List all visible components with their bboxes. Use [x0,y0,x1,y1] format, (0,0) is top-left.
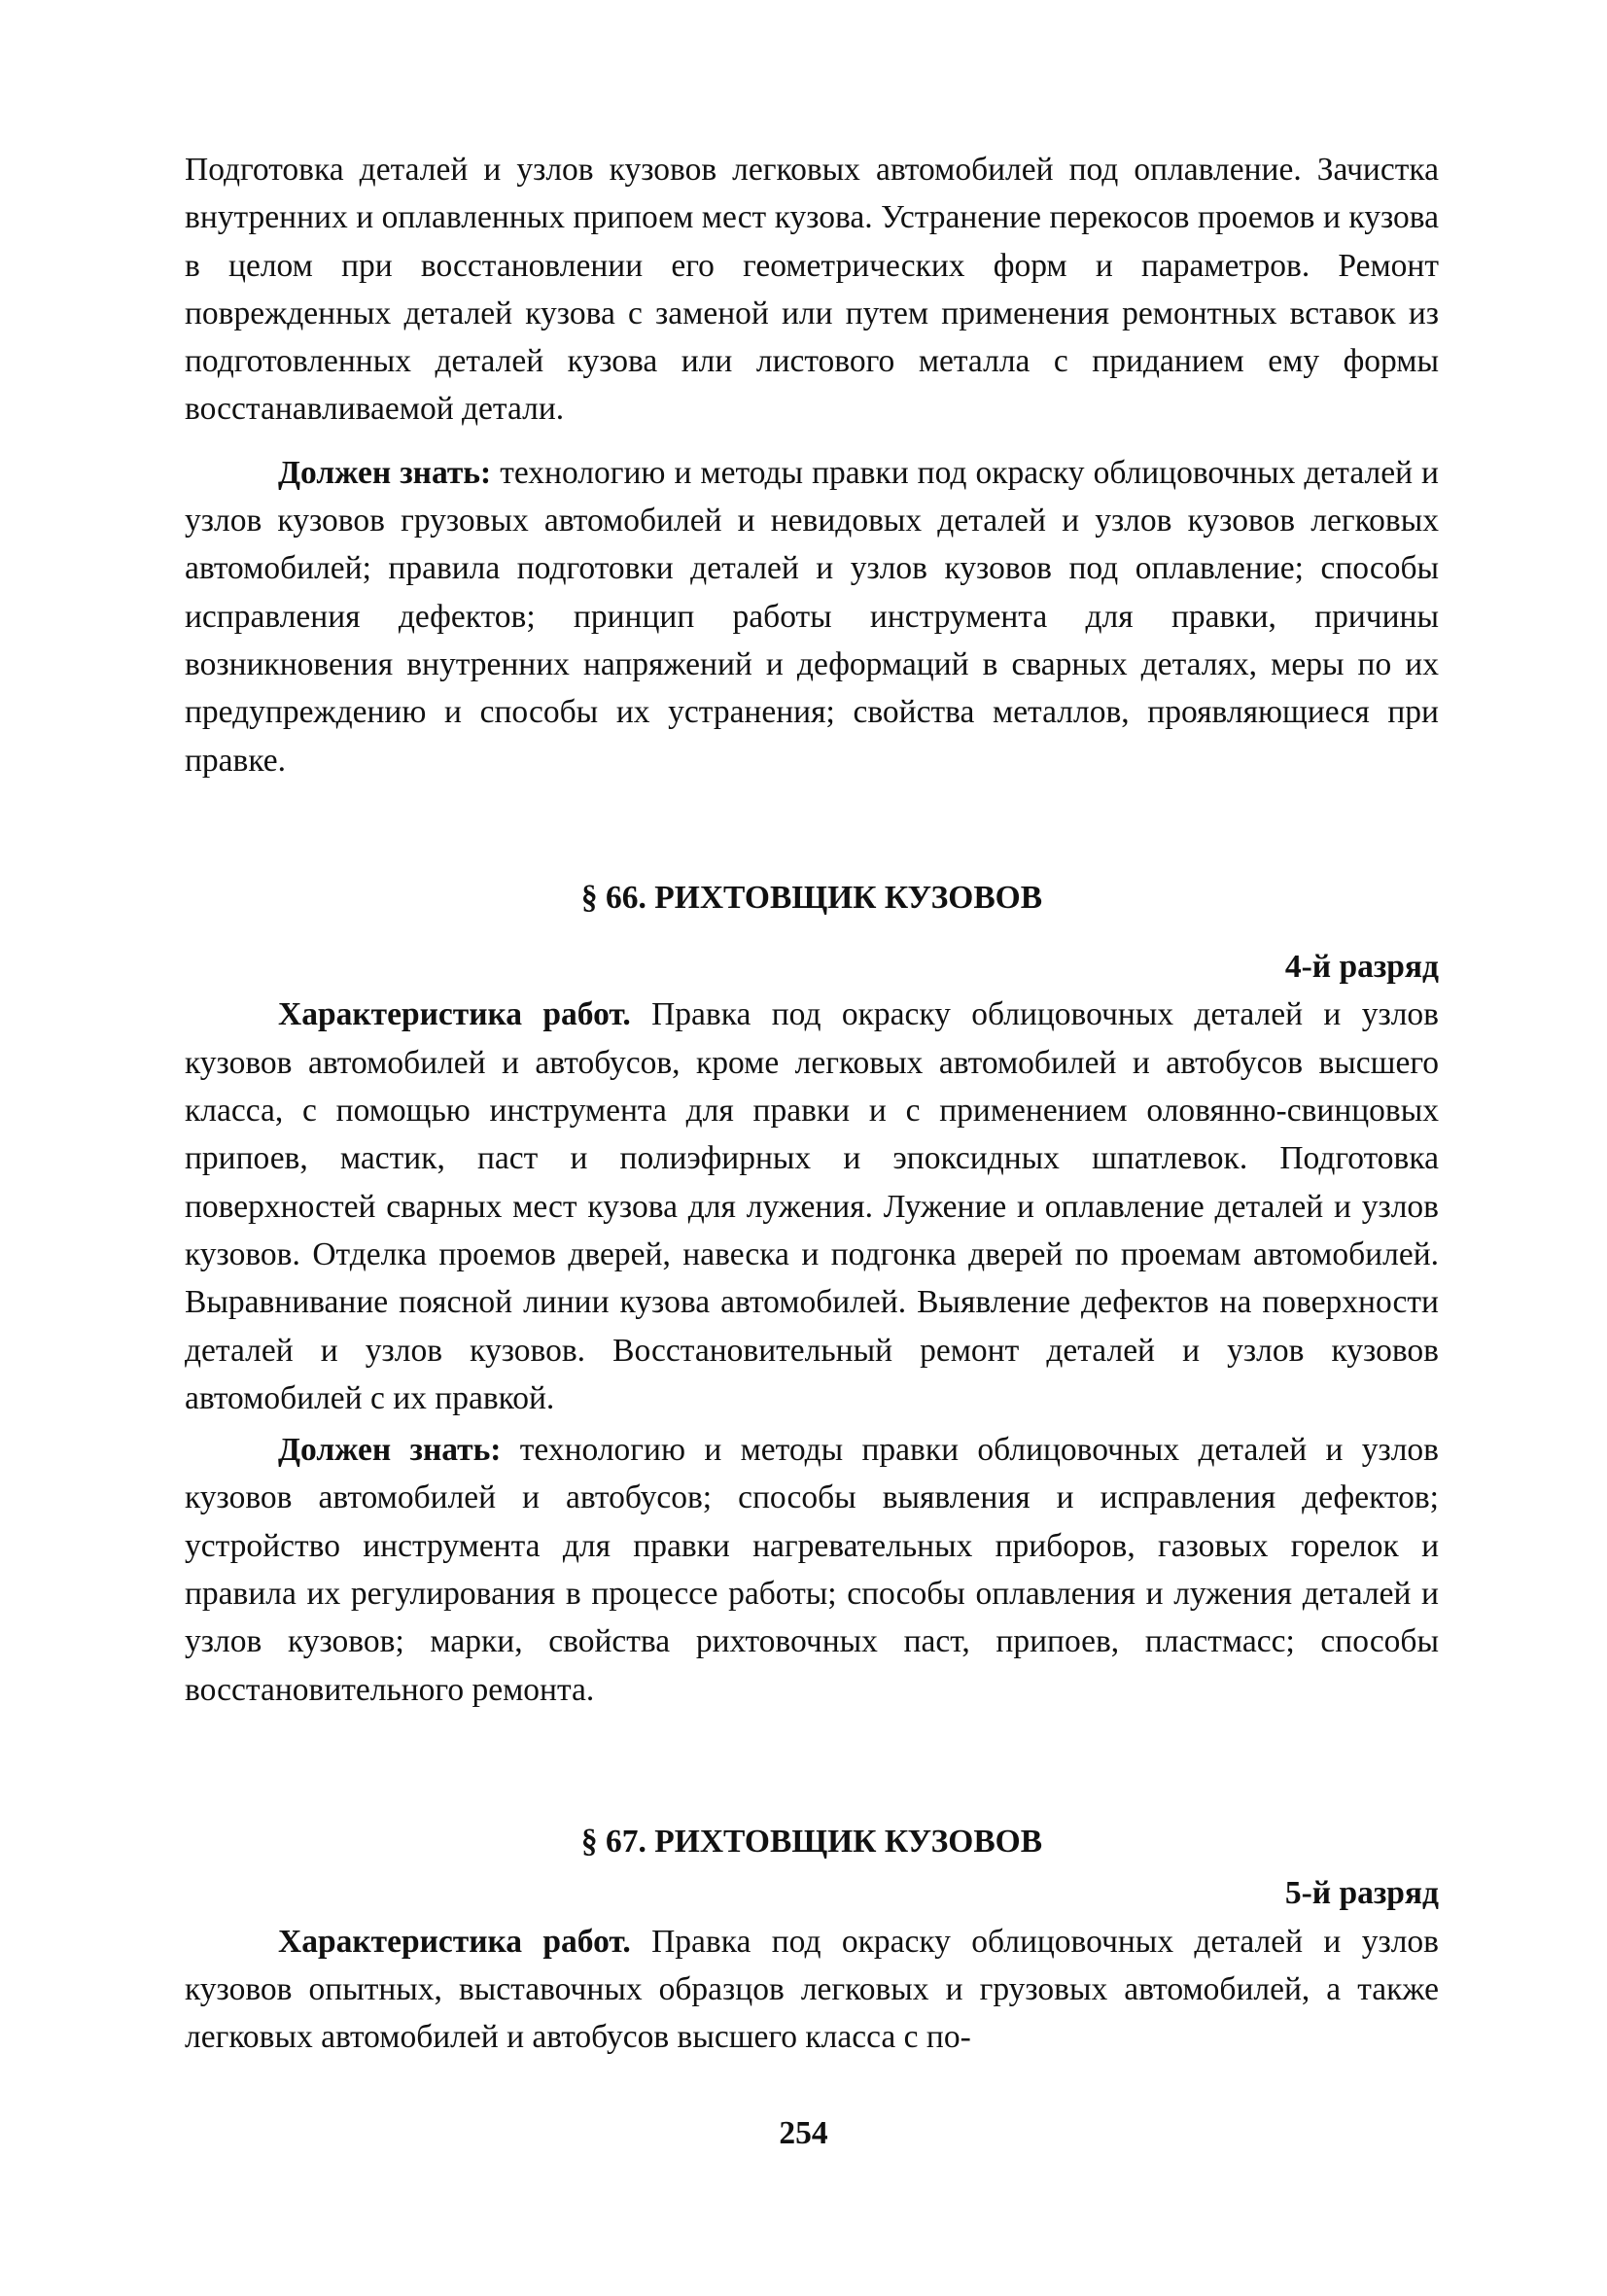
must-know-label: Должен знать: [278,1432,502,1469]
section-67-heading: § 67. РИХТОВЩИК КУЗОВОВ [580,1823,1043,1860]
section-67-work-paragraph [185,1918,1439,2062]
section-66-work-paragraph [185,991,1439,1422]
prev-must-know-paragraph [185,449,1439,784]
must-know-text: технологию и методы правки под окраску облицовочных деталей и узлов кузовов грузовых автомобилей и невидовых деталей и узлов кузовов легковых автомобилей; правила подготовки деталей и узлов кузовов под оплавление; способы исправления дефектов; принцип работы инструмента для правки, причины возникновения внутренних напряжений и деформаций в сварных деталях, меры по их предупреждению и способы их устранения; свойства металлов, проявляющиеся при правке. [185,454,1439,779]
intro-paragraph: Подготовка деталей и узлов кузовов легковых автомобилей под оплавление. Зачистка внутренних и оплавленных припоем мест кузова. Устранение перекосов проемов и кузова в целом при восстановлении его геометрических форм и параметров. Ремонт поврежденных деталей кузова с заменой или путем применения ремонтных вставок из подготовленных деталей кузова или листового металла с приданием ему формы восстанавливаемой детали. [185,152,1439,428]
section-66-must-know-paragraph [185,1426,1439,1714]
must-know-text: технологию и методы правки облицовочных деталей и узлов кузовов автомобилей и автобусов; способы выявления и исправления дефектов; устройство инструмента для правки нагревательных приборов, газовых горелок и правила их регулирования в процессе работы; способы оплавления и лужения деталей и узлов кузовов; марки, свойства рихтовочных паст, припоев, пластмасс; способы восстановительного ремонта. [185,1432,1439,1708]
work-text: Правка под окраску облицовочных деталей и узлов кузовов автомобилей и автобусов, кроме легковых автомобилей и автобусов высшего класса, с помощью инструмента для правки и с применением оловянно-свинцовых припоев, мастик, паст и полиэфирных и эпоксидных шпатлевок. Подготовка поверхностей сварных мест кузова для лужения. Лужение и оплавление деталей и узлов кузовов. Отделка проемов дверей, навеска и подгонка дверей по проемам автомобилей. Выравнивание поясной линии кузова автомобилей. Выявление дефектов на поверхности деталей и узлов кузовов. Восстановительный ремонт деталей и узлов кузовов автомобилей с их правкой. [185,996,1439,1416]
section-67-grade: 5-й разряд [1284,1875,1439,1912]
page-number: 254 [779,2115,828,2151]
work-label: Характеристика работ. [278,1923,631,1960]
work-label: Характеристика работ. [278,996,631,1033]
must-know-label: Должен знать: [278,454,492,491]
section-66-grade: 4-й разряд [1284,949,1439,986]
section-66-heading: § 66. РИХТОВЩИК КУЗОВОВ [580,879,1043,916]
work-text: Правка под окраску облицовочных деталей и узлов кузовов опытных, выставочных образцов легковых и грузовых автомобилей, а также легковых автомобилей и автобусов высшего класса с по- [185,1923,1439,2056]
document-page [185,146,1439,2061]
